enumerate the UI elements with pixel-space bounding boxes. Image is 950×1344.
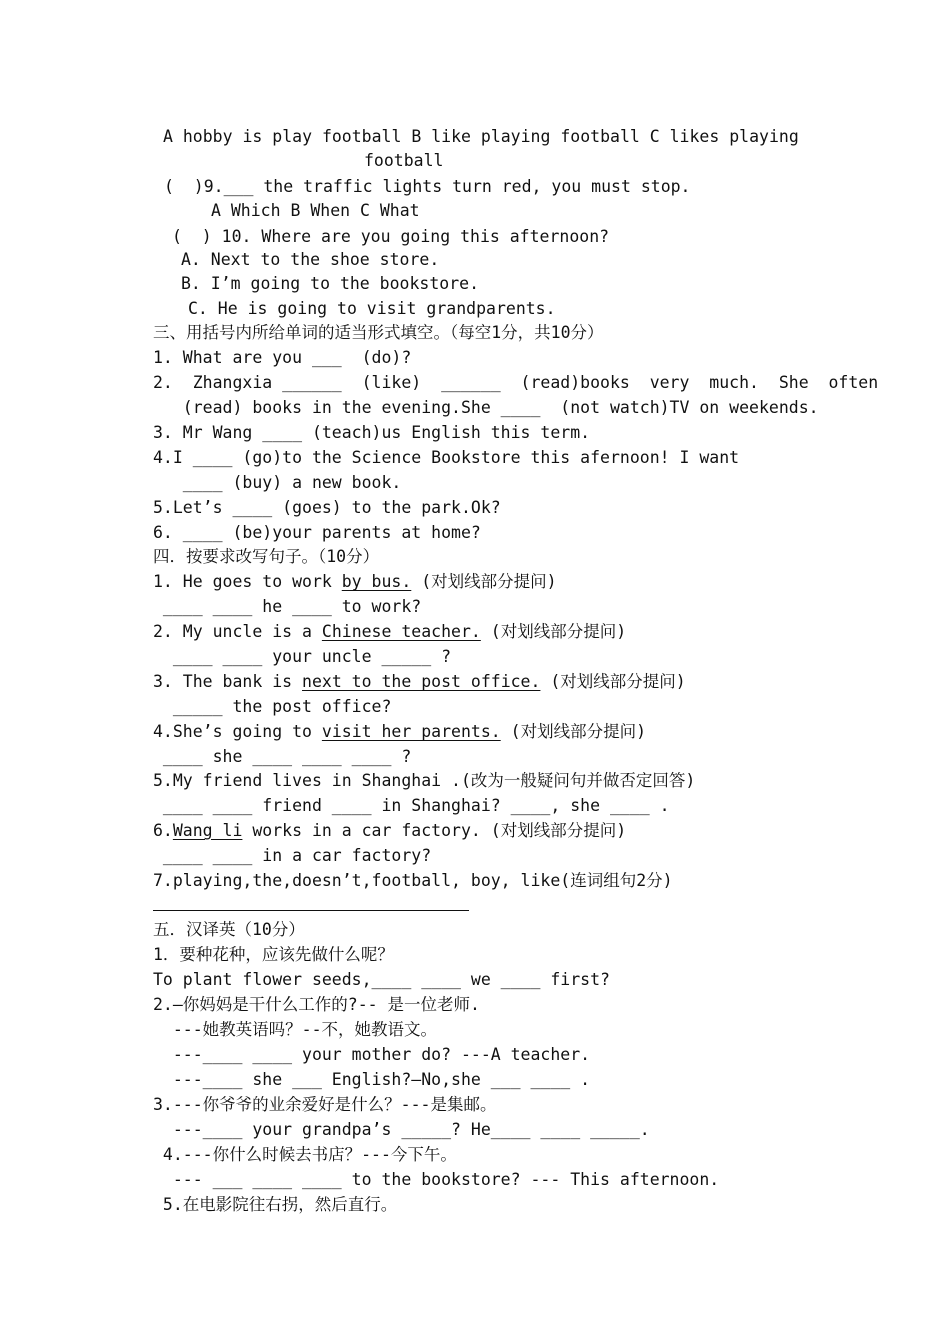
q3-instruction: (对划线部分提问)	[540, 672, 686, 691]
section3-item-3: 3. Mr Wang ____ (teach)us English this term.	[153, 423, 591, 442]
section5-heading: 五．汉译英（10分）	[153, 920, 305, 939]
q2-instruction: (对划线部分提问)	[480, 622, 627, 641]
q10-option-c: C. He is going to visit grandparents.	[188, 299, 556, 318]
section5-line-6: ---____ she ___ English?—No,she ___ ____ .	[153, 1070, 591, 1089]
section4-q3	[153, 670, 686, 694]
section4-q1-answer: ____ ____ he ____ to work?	[153, 597, 422, 616]
section5-line-2: To plant flower seeds,____ ____ we ____ first?	[153, 970, 610, 989]
answer-line	[153, 910, 469, 911]
section5-line-11: 5.在电影院往右拐，然后直行。	[153, 1195, 398, 1214]
section4-q1	[153, 570, 557, 594]
q10-stem: ( ) 10. Where are you going this afternoon?	[172, 227, 610, 246]
section4-q5: 5.My friend lives in Shanghai .(改为一般疑问句并做否定回答)	[153, 771, 696, 790]
section3-item-2: 2. Zhangxia ______ (like) ______ (read)books very much. She often	[153, 373, 879, 392]
q2-underlined: Chinese teacher.	[321, 622, 481, 641]
section4-q4-answer: ____ she ____ ____ ____ ?	[153, 747, 412, 766]
section4-q6-answer: ____ ____ in a car factory?	[153, 846, 432, 865]
section3-item-1: 1. What are you ___ (do)?	[153, 348, 412, 367]
section5-line-5: ---____ ____ your mother do? ---A teacher.	[153, 1045, 591, 1064]
q8-options: A hobby is play football B like playing football C likes playing	[163, 127, 799, 146]
q6-underlined: Wang li	[172, 821, 243, 840]
section5-line-8: ---____ your grandpa’s _____? He____ ____ _____.	[153, 1120, 650, 1139]
q1-underlined: by bus.	[341, 572, 412, 591]
section3-item-5: 5.Let’s ____ (goes) to the park.Ok?	[153, 498, 501, 517]
section5-line-3: 2.—你妈妈是干什么工作的?-- 是一位老师.	[153, 995, 480, 1014]
q3-underlined: next to the post office.	[302, 672, 541, 691]
section3-item-2-cont: (read) books in the evening.She ____ (not watch)TV on weekends.	[153, 398, 819, 417]
section4-q2-answer: ____ ____ your uncle _____ ?	[153, 647, 452, 666]
section4-q6	[153, 819, 626, 843]
section4-q5-answer: ____ ____ friend ____ in Shanghai? ____, she ____ .	[153, 796, 670, 815]
q1-text: 1. He goes to work	[153, 572, 342, 591]
section3-item-4: 4.I ____ (go)to the Science Bookstore this afernoon! I want	[153, 448, 740, 467]
section3-item-4-cont: ____ (buy) a new book.	[153, 473, 402, 492]
q9-stem: ( )9.___ the traffic lights turn red, you must stop.	[164, 177, 691, 196]
q4-underlined: visit her parents.	[321, 722, 501, 741]
q6-instruction: works in a car factory. (对划线部分提问)	[242, 821, 627, 840]
section5-line-9: 4.---你什么时候去书店？---今下午。	[153, 1145, 457, 1164]
section4-heading: 四．按要求改写句子。（10分）	[153, 547, 380, 566]
section4-q7: 7.playing,the,doesn’t,football, boy, like(连词组句2分)	[153, 871, 673, 890]
section5-line-10: --- ___ ____ ____ to the bookstore? --- This afternoon.	[153, 1170, 720, 1189]
q4-instruction: (对划线部分提问)	[500, 722, 647, 741]
section4-q2	[153, 620, 626, 644]
q9-options: A Which B When C What	[211, 201, 420, 220]
section3-heading: 三、用括号内所给单词的适当形式填空。（每空1分，共10分）	[153, 323, 604, 342]
section4-q3-answer: _____ the post office?	[153, 697, 392, 716]
q4-text: 4.She’s going to	[153, 722, 322, 741]
section5-line-7: 3.---你爷爷的业余爱好是什么？---是集邮。	[153, 1095, 497, 1114]
q1-instruction: (对划线部分提问)	[411, 572, 557, 591]
q8-options-continued: football	[364, 151, 444, 170]
q10-option-a: A. Next to the shoe store.	[181, 250, 440, 269]
q3-text: 3. The bank is	[153, 672, 303, 691]
section5-line-1: 1．要种花种，应该先做什么呢？	[153, 945, 394, 964]
section3-item-6: 6. ____ (be)your parents at home?	[153, 523, 481, 542]
q2-text: 2. My uncle is a	[153, 622, 322, 641]
section5-line-4: ---她教英语吗？--不，她教语文。	[153, 1020, 438, 1039]
q6-number: 6.	[153, 821, 173, 840]
q10-option-b: B. I’m going to the bookstore.	[181, 274, 480, 293]
section4-q4	[153, 720, 646, 744]
